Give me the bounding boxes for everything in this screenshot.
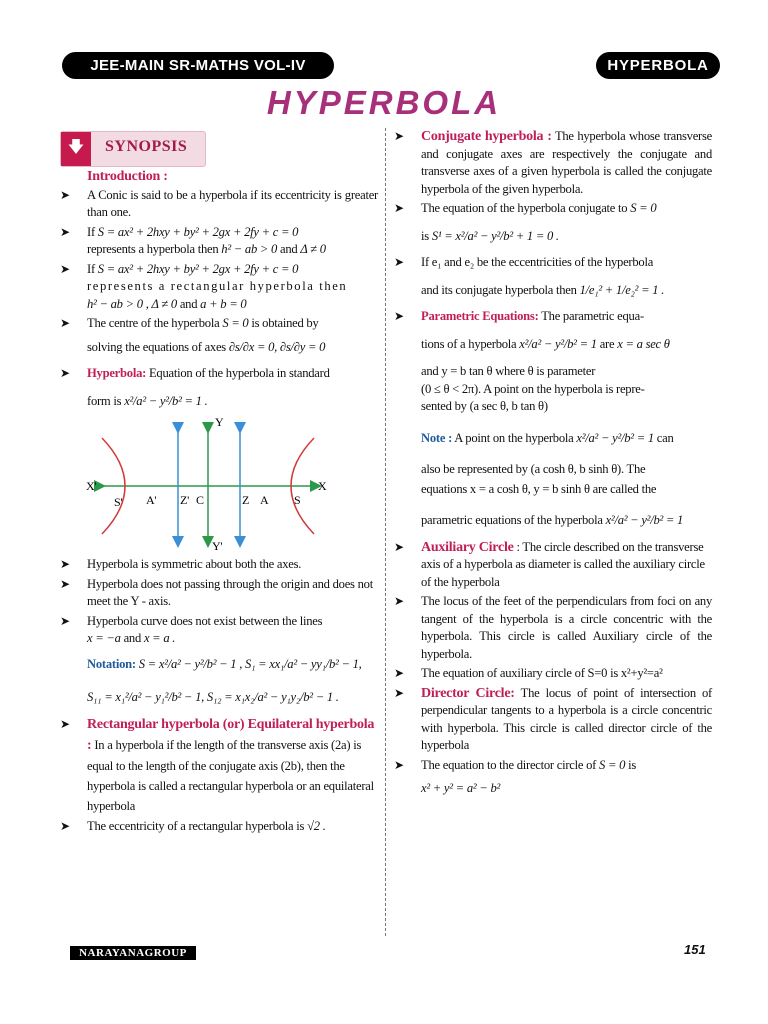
notation-block bbox=[60, 656, 378, 707]
text: equations x = a cosh θ, y = b sinh θ are called the bbox=[421, 481, 657, 496]
equation: S = ax² + 2hxy + by² + 2gx + 2fy + c = 0 bbox=[97, 224, 299, 239]
text: The centre of the hyperbola bbox=[87, 316, 220, 330]
arrow-bullet-icon: ➤ bbox=[60, 187, 70, 202]
introduction-heading: Introduction : bbox=[87, 169, 168, 184]
bullet-rect-eccentricity bbox=[60, 818, 378, 836]
bullet-auxiliary bbox=[394, 539, 712, 592]
text: parametric equations of the hyperbola bbox=[421, 513, 603, 527]
text: also be represented by (a cosh θ, b sinh θ). The bbox=[421, 462, 646, 476]
arrow-bullet-icon: ➤ bbox=[394, 757, 404, 772]
bullet-rectangular-condition bbox=[60, 261, 378, 314]
notation-label: Notation: bbox=[87, 656, 136, 671]
arrow-bullet-icon: ➤ bbox=[394, 129, 404, 143]
text: Hyperbola does not passing through the origin and does not meet the Y - axis. bbox=[87, 576, 373, 608]
arrow-bullet-icon: ➤ bbox=[60, 716, 70, 731]
arrow-bullet-icon: ➤ bbox=[60, 224, 70, 239]
text: is obtained by bbox=[251, 316, 319, 330]
text: is bbox=[421, 228, 429, 243]
text: : The circle described on the transverse axis of a hyperbola as diameter is called the auxiliary circle of the hyperbola bbox=[421, 539, 705, 589]
text: and bbox=[280, 242, 298, 256]
conjugate-heading: Conjugate hyperbola : bbox=[421, 129, 552, 144]
text: and bbox=[179, 296, 198, 311]
equation: S = ax² + 2hxy + by² + 2gx + 2fy + c = 0 bbox=[97, 261, 299, 276]
note-label: Note : bbox=[421, 430, 453, 445]
text: The hyperbola whose transverse and conjugate axes are respectively the conjugate and transverse axes of a given hyperbola is called the conjugate hyperbola of the given hyperbola. bbox=[421, 129, 712, 196]
text: tions of a hyperbola bbox=[421, 336, 517, 351]
arrow-bullet-icon: ➤ bbox=[60, 557, 70, 571]
synopsis-banner bbox=[60, 131, 206, 167]
equation: x = a . bbox=[143, 631, 176, 645]
header-subject: JEE-MAIN SR-MATHS VOL-IV bbox=[62, 52, 334, 79]
equation: 1/e₁² + 1/e₂² = 1 . bbox=[579, 282, 665, 297]
bullet-conjugate bbox=[394, 128, 712, 198]
rectangular-heading: Rectangular hyperbola (or) Equilateral hyperbola : bbox=[87, 716, 375, 753]
director-heading: Director Circle: bbox=[421, 685, 515, 701]
equation: S¹ = x²/a² − y²/b² + 1 = 0 . bbox=[431, 228, 559, 243]
right-column bbox=[394, 127, 712, 800]
note-block bbox=[394, 430, 712, 530]
bullet-general-conic bbox=[60, 224, 378, 259]
text: A Conic is said to be a hyperbola if its eccentricity is greater than one. bbox=[87, 187, 378, 219]
equation: h² − ab > 0 , Δ ≠ 0 bbox=[87, 296, 177, 311]
text: (0 ≤ θ < 2π). A point on the hyperbola is repre- bbox=[421, 381, 645, 396]
arrow-bullet-icon: ➤ bbox=[60, 261, 70, 276]
label-x: X bbox=[318, 479, 327, 493]
text: and bbox=[123, 631, 142, 645]
label-c: C bbox=[196, 493, 204, 507]
header-chapter: HYPERBOLA bbox=[596, 52, 720, 79]
text: The locus of the feet of the perpendiculars from foci on any tangent of the hyperbola is a circle concentric with the hyperbola. This circle is called Auxiliary circle of the hyperbola. bbox=[421, 594, 712, 661]
notation-line-2: S₁₁ = x₁²/a² − y₁²/b² − 1, S₁₂ = x₁x₂/a² − y₁y₂/b² − 1 . bbox=[87, 690, 339, 704]
equation: x² + y² = a² − b² bbox=[421, 781, 501, 795]
arrow-bullet-icon: ➤ bbox=[394, 201, 404, 215]
label-z: Z bbox=[242, 493, 250, 507]
column-divider bbox=[385, 128, 386, 936]
text: The equation of the hyperbola conjugate to bbox=[421, 201, 628, 215]
bullet-symmetry bbox=[60, 556, 378, 574]
bullet-standard-form bbox=[60, 365, 378, 410]
arrow-bullet-icon: ➤ bbox=[394, 685, 404, 700]
text: In a hyperbola if the length of the transverse axis (2a) is equal to the length of the conjugate axis (2b), then the hyperbola is called a rectangular hyperbola or an equilateral hyperbola bbox=[87, 737, 374, 813]
text: and its conjugate hyperbola then bbox=[421, 282, 577, 297]
label-z-prime: Z' bbox=[180, 493, 189, 507]
text: If e₁ and e₂ be the eccentricities of the hyperbola bbox=[421, 255, 654, 269]
bullet-conjugate-equation bbox=[394, 200, 712, 245]
text: The locus of point of intersection of perpendicular tangents to a hyperbola is a circle concentric with hyperbola. This circle is called director circle of the hyperbola bbox=[421, 685, 713, 752]
equation: h² − ab > 0 bbox=[221, 242, 278, 256]
arrow-bullet-icon: ➤ bbox=[394, 666, 404, 680]
auxiliary-heading: Auxiliary Circle bbox=[421, 539, 514, 555]
parametric-heading: Parametric Equations: bbox=[421, 309, 539, 323]
bullet-definition bbox=[60, 187, 378, 222]
bullet-auxiliary-equation bbox=[394, 665, 712, 683]
equation: S = 0 bbox=[222, 316, 249, 330]
arrow-bullet-icon: ➤ bbox=[394, 309, 404, 323]
label-s-prime: S' bbox=[114, 495, 123, 509]
equation: S = 0 bbox=[630, 201, 657, 215]
page-number: 151 bbox=[684, 942, 706, 957]
bullet-eccentricities bbox=[394, 254, 712, 299]
bullet-director-equation bbox=[394, 757, 712, 798]
arrow-bullet-icon: ➤ bbox=[394, 255, 404, 269]
text: A point on the hyperbola bbox=[454, 430, 574, 445]
synopsis-label: SYNOPSIS bbox=[105, 138, 188, 155]
text: solving the equations of axes bbox=[87, 339, 226, 354]
text: Hyperbola curve does not exist between the lines bbox=[87, 613, 323, 628]
text: The equation to the director circle of bbox=[421, 757, 597, 772]
text: If bbox=[87, 224, 95, 239]
equation: S = 0 bbox=[599, 757, 626, 772]
text: Equation of the hyperbola in standard bbox=[148, 366, 330, 380]
label-a: A bbox=[260, 493, 269, 507]
page-title: HYPERBOLA bbox=[266, 84, 502, 121]
text: represents a rectangular hyperbola then bbox=[87, 279, 348, 293]
text: If bbox=[87, 261, 95, 276]
text: represents a hyperbola then bbox=[87, 242, 219, 256]
arrow-down-icon: 🡇 bbox=[61, 132, 91, 166]
arrow-bullet-icon: ➤ bbox=[60, 613, 70, 628]
equation: x = −a bbox=[87, 631, 121, 645]
text: are bbox=[599, 336, 615, 351]
label-a-prime: A' bbox=[146, 493, 157, 507]
text: form is bbox=[87, 393, 122, 408]
text: sented by (a sec θ, b tan θ) bbox=[421, 399, 548, 413]
footer-brand: NARAYANAGROUP bbox=[70, 946, 196, 960]
equation: x²/a² − y²/b² = 1 bbox=[519, 336, 597, 351]
arrow-bullet-icon: ➤ bbox=[60, 316, 70, 330]
equation: ∂s/∂x = 0, ∂s/∂y = 0 bbox=[228, 339, 326, 354]
bullet-locus-feet bbox=[394, 593, 712, 663]
text: Hyperbola is symmetric about both the axes. bbox=[87, 557, 302, 571]
bullet-centre bbox=[60, 315, 378, 356]
bullet-no-curve bbox=[60, 613, 378, 648]
text: is bbox=[628, 757, 636, 772]
arrow-bullet-icon: ➤ bbox=[60, 818, 70, 833]
equation: x²/a² − y²/b² = 1 bbox=[576, 430, 654, 445]
arrow-bullet-icon: ➤ bbox=[60, 576, 70, 591]
arrow-bullet-icon: ➤ bbox=[60, 366, 70, 380]
notation-line-1: S = x²/a² − y²/b² − 1 , S₁ = xx₁/a² − yy₁/b² − 1, bbox=[138, 656, 362, 671]
hyperbola-heading: Hyperbola: bbox=[87, 366, 147, 380]
equation: Δ ≠ 0 bbox=[300, 242, 326, 256]
bullet-rectangular bbox=[60, 714, 378, 816]
equation: x²/a² − y²/b² = 1 bbox=[605, 513, 684, 527]
arrow-bullet-icon: ➤ bbox=[394, 594, 404, 608]
label-x-prime: X' bbox=[86, 479, 97, 493]
bullet-origin bbox=[60, 576, 378, 611]
hyperbola-diagram bbox=[60, 414, 378, 552]
left-column bbox=[60, 168, 378, 837]
label-s: S bbox=[294, 493, 301, 507]
label-y-prime: Y' bbox=[212, 539, 223, 552]
bullet-parametric bbox=[394, 308, 712, 416]
hyperbola-figure bbox=[60, 414, 378, 552]
text: The equation of auxiliary circle of S=0 is x²+y²=a² bbox=[421, 666, 663, 680]
equation: x = a sec θ bbox=[617, 336, 670, 351]
bullet-director bbox=[394, 685, 712, 755]
arrow-bullet-icon: ➤ bbox=[394, 539, 404, 554]
equation: √2 . bbox=[307, 818, 326, 833]
text: can bbox=[656, 430, 674, 445]
text: The eccentricity of a rectangular hyperbola is bbox=[87, 818, 305, 833]
text: The parametric equa- bbox=[541, 309, 644, 323]
equation: a + b = 0 bbox=[200, 296, 247, 311]
text: and y = b tan θ where θ is parameter bbox=[421, 364, 596, 378]
label-y: Y bbox=[215, 415, 224, 429]
equation: x²/a² − y²/b² = 1 . bbox=[124, 393, 208, 408]
